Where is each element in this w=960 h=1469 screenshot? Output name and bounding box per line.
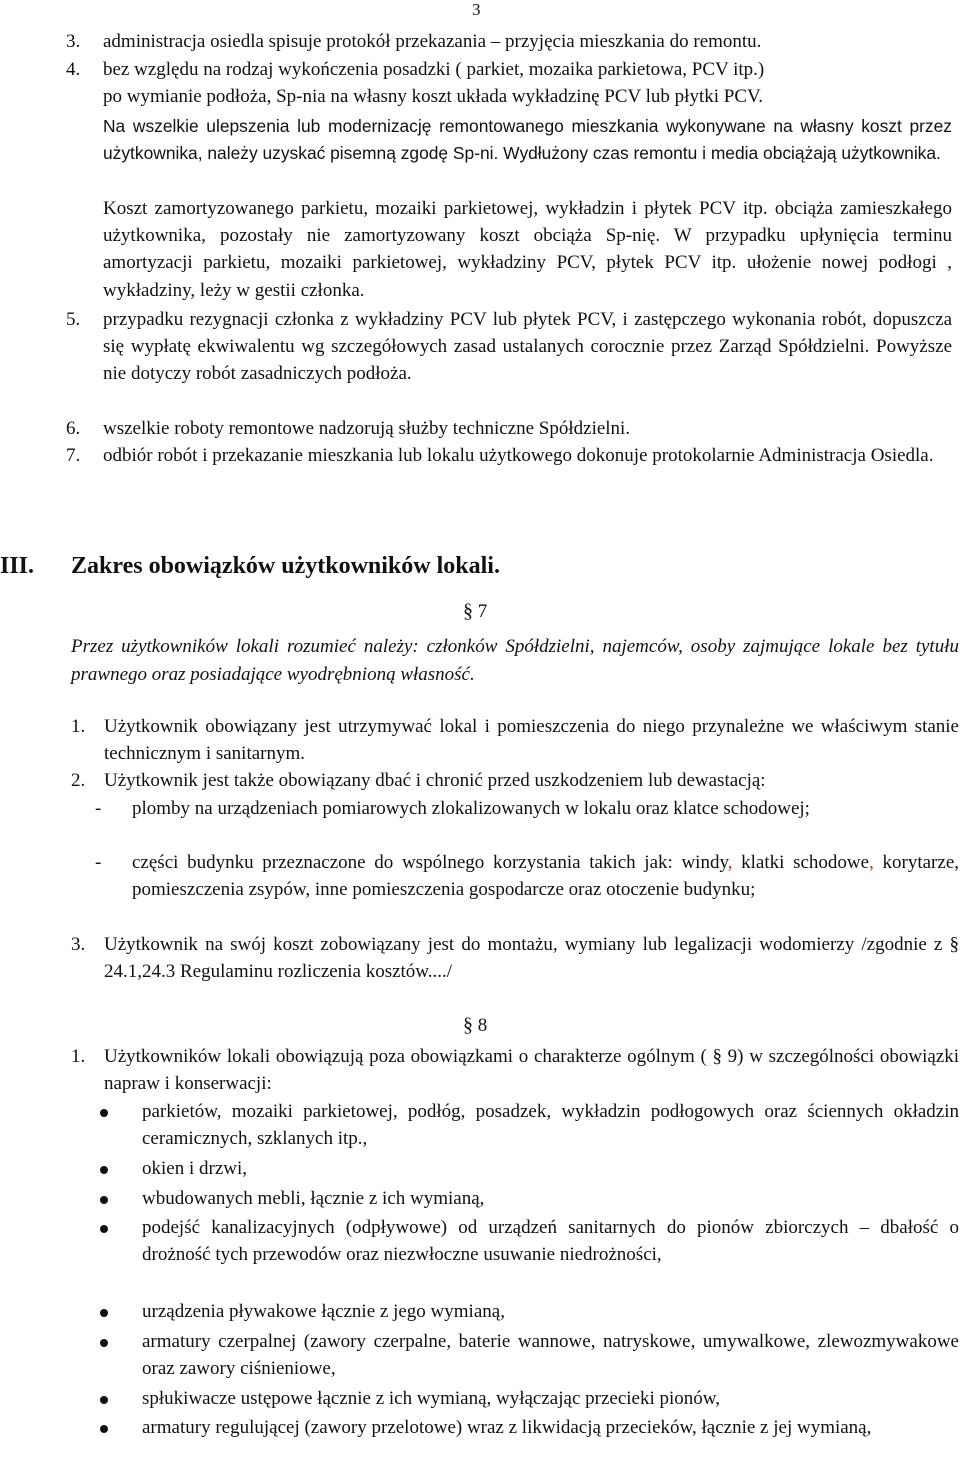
- item-text: urządzenia pływakowe łącznie z jego wymianą,: [142, 1301, 505, 1322]
- dash-marker: -: [95, 798, 102, 819]
- list-item: [71, 713, 959, 767]
- paragraph-number: 8: [477, 1015, 488, 1036]
- bullet-icon: [100, 1425, 108, 1433]
- list-item: [66, 28, 952, 55]
- page-number: 3: [472, 0, 481, 19]
- paragraph-text: Koszt zamortyzowanego parkietu, mozaiki parkietowej, wykładzin i płytek PCV itp. obciąża zamieszkałego użytkownika, pozostały nie zamortyzowany koszt obciąża Sp-nię. W przypadku upłynięcia terminu amortyzacji parkietu, mozaiki parkietowej, wykładziny PCV, płytek PCV itp. ułożenie nowej podłogi , wykładziny, leży w gestii członka.: [103, 198, 952, 301]
- bullet-item: [100, 1214, 959, 1268]
- item-text: Użytkownik jest także obowiązany dbać i chronić przed uszkodzeniem lub dewastacją:: [104, 770, 766, 791]
- text-segment: korytarze, pomieszczenia zsypów, inne pomieszczenia gospodarcze oraz otoczenie budynku;: [132, 852, 959, 900]
- bullet-item: [100, 1298, 959, 1325]
- item-text: plomby na urządzeniach pomiarowych zlokalizowanych w lokalu oraz klatce schodowej;: [132, 798, 810, 819]
- item-text: podejść kanalizacyjnych (odpływowe) od urządzeń sanitarnych do pionów zbiorczych – dbałość o drożność tych przewodów oraz niezwłoczne usuwanie niedrożności,: [142, 1217, 959, 1265]
- item-number: 2.: [71, 770, 86, 791]
- list-item: [66, 415, 952, 442]
- bullet-icon: [100, 1196, 108, 1204]
- item-text: wbudowanych mebli, łącznie z ich wymianą,: [142, 1188, 485, 1209]
- paragraph: [66, 195, 952, 304]
- dash-item: [95, 795, 959, 822]
- item-text: [132, 849, 959, 903]
- list-item: [66, 306, 952, 388]
- bullet-item: [100, 1098, 959, 1152]
- list-item: [66, 442, 952, 469]
- bullet-item: [100, 1328, 959, 1382]
- bullet-item: [100, 1185, 959, 1212]
- item-number: 4.: [66, 59, 81, 80]
- text-segment: części budynku przeznaczone do wspólnego korzystania takich jak: windy: [132, 852, 728, 873]
- bullet-icon: [100, 1309, 108, 1317]
- paragraph-text: Na wszelkie ulepszenia lub modernizację remontowanego mieszkania wykonywane na własny koszt przez użytkownika, należy uzyskać pisemną zgodę Sp-ni. Wydłużony czas remontu i media obciążają użytkownika.: [103, 116, 952, 164]
- item-number: 7.: [66, 445, 81, 466]
- list-item: [71, 767, 959, 794]
- bullet-icon: [100, 1225, 108, 1233]
- text-segment: ,: [869, 852, 874, 873]
- bullet-item: [100, 1385, 959, 1412]
- dash-item: [95, 849, 959, 903]
- definition-paragraph: Przez użytkowników lokali rozumieć należy: członków Spółdzielni, najemców, osoby zajmujące lokale bez tytułu prawnego oraz posiadające wyodrębnioną własność.: [71, 636, 959, 685]
- item-number: 3.: [66, 31, 81, 52]
- bullet-item: [100, 1155, 959, 1182]
- item-text: przypadku rezygnacji członka z wykładziny PCV lub płytek PCV, i zastępczego wykonania robót, dopuszcza się wypłatę ekwiwalentu wg szczegółowych zasad ustalanych corocznie przez Zarząd Spółdzielni. Powyższe nie dotyczy robót zasadniczych podłoża.: [103, 309, 952, 385]
- paragraph: [66, 113, 952, 167]
- item-number: 5.: [66, 309, 81, 330]
- item-text: Użytkownik obowiązany jest utrzymywać lokal i pomieszczenia do niego przynależne we właściwym stanie technicznym i sanitarnym.: [104, 716, 959, 764]
- bullet-icon: [100, 1109, 108, 1117]
- item-text: Użytkowników lokali obowiązują poza obowiązkami o charakterze ogólnym ( § 9) w szczególności obowiązki napraw i konserwacji:: [104, 1046, 959, 1094]
- text-segment: ,: [727, 852, 733, 873]
- item-text: armatury regulującej (zawory przelotowe) wraz z likwidacją przecieków, łącznie z jej wymianą,: [142, 1417, 872, 1438]
- item-number: 1.: [71, 1046, 86, 1067]
- section-sign-icon: §: [463, 600, 473, 622]
- item-text: okien i drzwi,: [142, 1158, 248, 1179]
- item-text: odbiór robót i przekazanie mieszkania lub lokalu użytkowego dokonuje protokolarnie Administracja Osiedla.: [103, 445, 934, 466]
- paragraph-heading: [463, 600, 487, 623]
- item-text: parkietów, mozaiki parkietowej, podłóg, posadzek, wykładzin podłogowych oraz ściennych okładzin ceramicznych, szklanych itp.,: [142, 1101, 959, 1149]
- item-number: 6.: [66, 418, 81, 439]
- item-text: administracja osiedla spisuje protokół przekazania – przyjęcia mieszkania do remontu.: [103, 31, 762, 52]
- list-item: [71, 1043, 959, 1097]
- item-text: bez względu na rodzaj wykończenia posadzki ( parkiet, mozaika parkietowa, PCV itp.): [103, 59, 765, 80]
- item-text: wszelkie roboty remontowe nadzorują służby techniczne Spółdzielni.: [103, 418, 631, 439]
- section-title: Zakres obowiązków użytkowników lokali.: [71, 553, 500, 579]
- bullet-item: [100, 1414, 959, 1441]
- item-number: 3.: [71, 934, 86, 955]
- bullet-icon: [100, 1166, 108, 1174]
- item-text: po wymianie podłoża, Sp-nia na własny koszt układa wykładzinę PCV lub płytki PCV.: [103, 86, 764, 108]
- section-sign-icon: §: [463, 1014, 473, 1036]
- text-segment: klatki schodowe: [732, 852, 870, 873]
- bullet-icon: [100, 1339, 108, 1347]
- paragraph-heading: [463, 1014, 487, 1037]
- section-number: III.: [0, 553, 35, 579]
- item-number: 1.: [71, 716, 86, 737]
- list-item: [71, 931, 959, 985]
- item-text: Użytkownik na swój koszt zobowiązany jest do montażu, wymiany lub legalizacji wodomierzy /zgodnie z § 24.1,24.3 Regulaminu rozliczenia kosztów..../: [104, 934, 959, 982]
- dash-marker: -: [95, 852, 102, 873]
- list-item: [66, 56, 952, 110]
- item-text: spłukiwacze ustępowe łącznie z ich wymianą, wyłączając przecieki pionów,: [142, 1388, 721, 1409]
- paragraph-number: 7: [477, 601, 488, 622]
- item-text: armatury czerpalnej (zawory czerpalne, baterie wannowe, natryskowe, umywalkowe, zlewozmywakowe oraz zawory ciśnieniowe,: [142, 1331, 959, 1379]
- bullet-icon: [100, 1396, 108, 1404]
